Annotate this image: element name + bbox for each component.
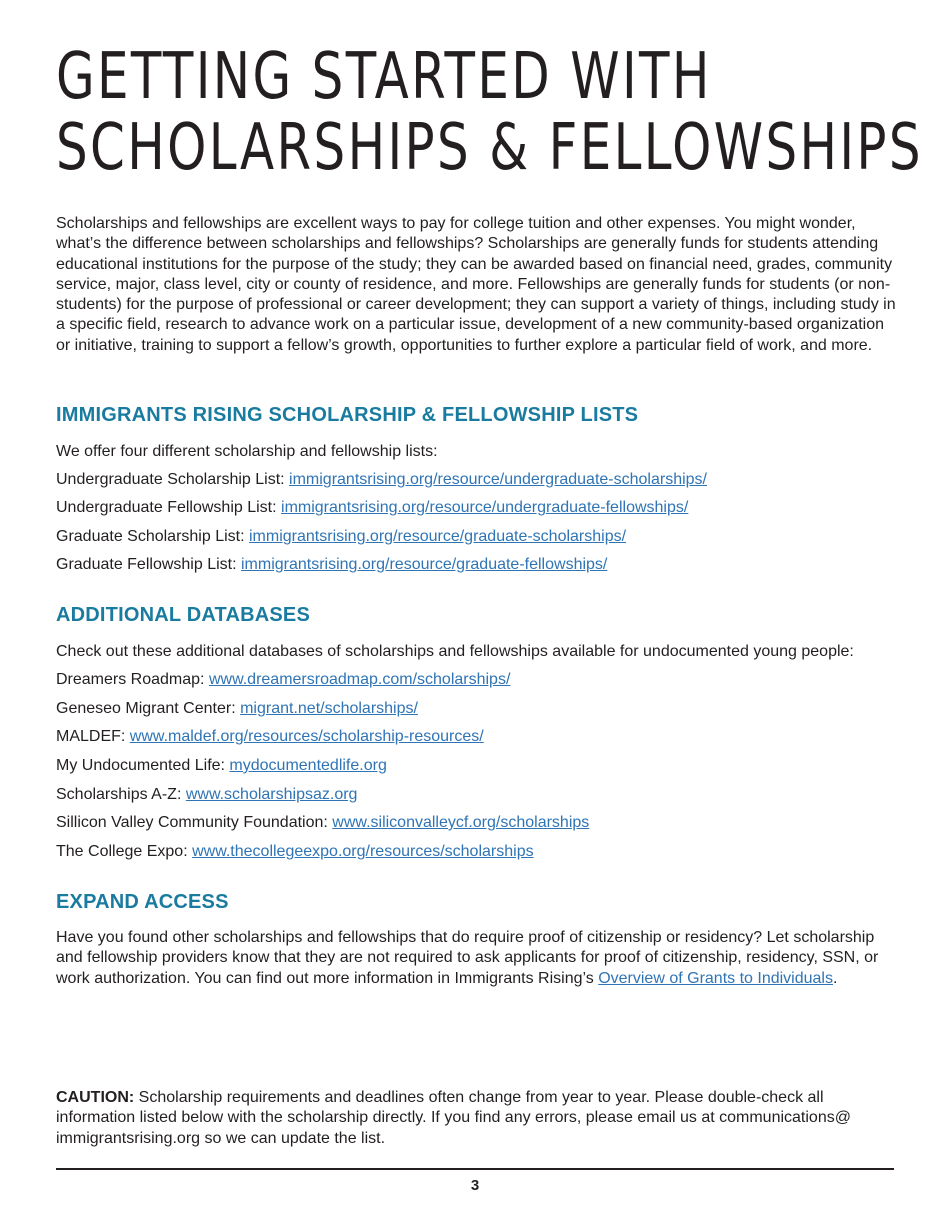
intro-paragraph: Scholarships and fellowships are excellent ways to pay for college tuition and other expenses. You might wonder, what’s the difference between scholarships and fellowships? Scholarships are generally funds for students attending educational institutions for the purpose of the study; they can be awarded based on financial need, grades, community service, major, class level, city or county of residence, and more. Fellowships are generally funds for students (or non-students) for the purpose of professional or career development; they can support a variety of things, including study in a specific field, research to advance work on a particular issue, development of a new community-based organization or initiative, training to support a fellow’s growth, opportunities to further explore a particular field of work, and more.	[56, 215, 896, 354]
list-item	[56, 498, 896, 518]
list-item-label: Sillicon Valley Community Foundation:	[56, 814, 333, 831]
page-title-line-2: SCHOLARSHIPS & FELLOWSHIPS	[56, 111, 923, 185]
undergraduate-scholarships-link[interactable]: immigrantsrising.org/resource/undergraduate-scholarships/	[289, 471, 707, 488]
list-item-label: My Undocumented Life:	[56, 757, 230, 774]
caution-text: Scholarship requirements and deadlines often change from year to year. Please double-check all information listed below with the scholarship directly. If you find any errors, please email us at communications@ immigrantsrising.org so we can update the list.	[56, 1089, 851, 1147]
list-item	[56, 756, 896, 776]
caution-paragraph	[56, 1088, 901, 1149]
graduate-scholarships-link[interactable]: immigrantsrising.org/resource/graduate-scholarships/	[249, 528, 627, 545]
page-title	[56, 40, 923, 185]
geneseo-migrant-center-link[interactable]: migrant.net/scholarships/	[240, 700, 418, 717]
list-item	[56, 727, 896, 747]
list-item	[56, 842, 896, 862]
footer-divider	[56, 1168, 894, 1170]
expand-access-heading: EXPAND ACCESS	[56, 891, 229, 913]
list-item	[56, 670, 896, 690]
list-item-label: Graduate Fellowship List:	[56, 556, 241, 573]
my-undocumented-life-link[interactable]: mydocumentedlife.org	[229, 757, 387, 774]
list-item	[56, 527, 896, 547]
list-item-label: Geneseo Migrant Center:	[56, 700, 241, 717]
list-item	[56, 785, 896, 805]
list-item-label: Dreamers Roadmap:	[56, 671, 209, 688]
college-expo-link[interactable]: www.thecollegeexpo.org/resources/scholarships	[192, 843, 534, 860]
expand-access-paragraph	[56, 928, 901, 989]
lists-heading: IMMIGRANTS RISING SCHOLARSHIP & FELLOWSHIP LISTS	[56, 404, 639, 426]
page-title-line-1: GETTING STARTED WITH	[56, 40, 712, 114]
silicon-valley-cf-link[interactable]: www.siliconvalleycf.org/scholarships	[332, 814, 590, 831]
list-item-label: Undergraduate Scholarship List:	[56, 471, 290, 488]
list-item-label: The College Expo:	[56, 843, 193, 860]
list-item	[56, 813, 896, 833]
expand-access-text: Have you found other scholarships and fellowships that do require proof of citizenship or residency? Let scholarship and fellowship providers know that they are not required to ask applicants for proof of citizenship, residency, SSN, or work authorization. You can find out more information in Immigrants Rising’s	[56, 929, 879, 987]
dreamers-roadmap-link[interactable]: www.dreamersroadmap.com/scholarships/	[208, 671, 511, 688]
list-item	[56, 699, 896, 719]
page-number: 3	[470, 1177, 480, 1194]
undergraduate-fellowships-link[interactable]: immigrantsrising.org/resource/undergraduate-fellowships/	[281, 499, 689, 516]
caution-label: CAUTION:	[56, 1089, 135, 1106]
scholarships-a-z-link[interactable]: www.scholarshipsaz.org	[185, 786, 358, 803]
list-item	[56, 470, 896, 490]
expand-access-period: .	[832, 969, 838, 987]
maldef-link[interactable]: www.maldef.org/resources/scholarship-resources/	[129, 728, 484, 745]
lists-lead: We offer four different scholarship and fellowship lists:	[56, 443, 438, 460]
list-item-label: Graduate Scholarship List:	[56, 528, 249, 545]
graduate-fellowships-link[interactable]: immigrantsrising.org/resource/graduate-fellowships/	[240, 556, 608, 573]
list-item	[56, 555, 896, 575]
databases-heading: ADDITIONAL DATABASES	[56, 604, 310, 626]
list-item-label: Undergraduate Fellowship List:	[56, 499, 282, 516]
list-item-label: Scholarships A-Z:	[56, 786, 186, 803]
list-item-label: MALDEF:	[56, 728, 130, 745]
databases-lead: Check out these additional databases of scholarships and fellowships available for undocumented young people:	[56, 643, 854, 660]
overview-of-grants-link[interactable]: Overview of Grants to Individuals	[598, 969, 833, 987]
